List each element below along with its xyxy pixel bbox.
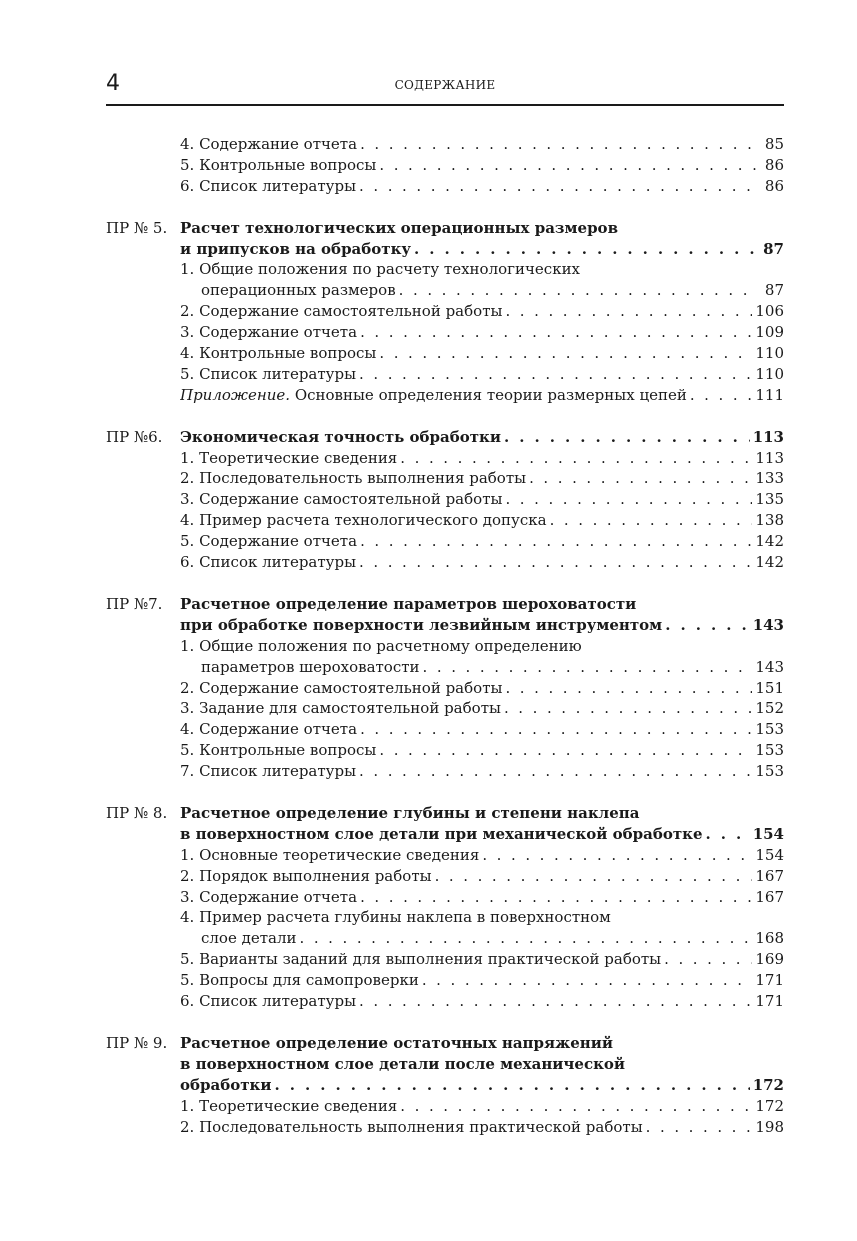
section-label: ПР №7. (106, 594, 163, 613)
toc-entry[interactable] (106, 949, 784, 970)
toc-entry-page: 153 (755, 720, 784, 739)
toc-entry-page: 153 (755, 741, 784, 760)
section-title: в поверхностном слое детали при механической обработке (180, 824, 703, 843)
page-number: 4 (106, 71, 120, 96)
toc-entry-page: 142 (755, 553, 784, 572)
toc-entry[interactable] (106, 887, 784, 908)
toc-entry-title: 3. Содержание отчета (180, 887, 358, 906)
appendix-label: Приложение. (180, 385, 291, 404)
leader-dots (414, 239, 757, 260)
toc-entry-page: 167 (755, 887, 784, 906)
section-page: 143 (752, 615, 784, 634)
toc-entry[interactable] (106, 280, 784, 301)
toc-entry-title: 4. Контрольные вопросы (180, 344, 377, 363)
leader-dots (505, 489, 752, 510)
toc-entry-page: 152 (755, 699, 784, 718)
toc-entry-appendix[interactable] (106, 385, 784, 406)
toc-entry-page: 138 (755, 511, 784, 530)
toc-section-heading[interactable] (106, 824, 784, 845)
leader-dots (360, 322, 752, 343)
toc-entry-title: 5. Вопросы для самопроверки (180, 971, 419, 990)
toc-entry-title: 2. Последовательность выполнения работы (180, 469, 527, 488)
leader-dots (505, 678, 752, 699)
toc-entry-title: 4. Содержание отчета (180, 135, 358, 153)
leader-dots (505, 301, 752, 322)
toc-entry-page: 110 (755, 364, 784, 383)
toc-section-heading[interactable] (106, 1054, 784, 1075)
toc-section-8 (106, 803, 784, 1012)
leader-dots (359, 552, 752, 573)
toc-entry[interactable] (106, 322, 784, 343)
leader-dots (360, 887, 752, 908)
toc-section-heading[interactable] (106, 218, 784, 239)
toc-entry-page: 106 (755, 302, 784, 321)
toc-entry-title: 5. Список литературы (180, 364, 357, 383)
section-title: и припусков на обработку (180, 239, 412, 258)
leader-dots (400, 1096, 752, 1117)
leader-dots (359, 364, 752, 385)
toc-section-heading[interactable] (106, 427, 784, 448)
toc-entry[interactable] (106, 448, 784, 469)
leader-dots (399, 280, 757, 301)
toc-entry-title: 6. Список литературы (180, 992, 357, 1011)
toc-entry[interactable] (106, 740, 784, 761)
toc-entry-page: 198 (755, 1117, 784, 1136)
leader-dots (300, 928, 753, 949)
section-title: Расчетное определение глубины и степени наклепа (180, 803, 640, 822)
leader-dots (504, 698, 752, 719)
toc-entry-title: 5. Варианты заданий для выполнения практической работы (180, 950, 662, 969)
toc-entry-page: 113 (755, 448, 784, 467)
toc-entry[interactable] (106, 1096, 784, 1117)
toc-entry-title: 1. Теоретические сведения (180, 1096, 398, 1115)
table-of-contents (106, 134, 784, 1158)
toc-section-heading[interactable] (106, 1075, 784, 1096)
toc-entry-page: 142 (755, 532, 784, 551)
toc-entry[interactable] (106, 970, 784, 991)
toc-section-heading[interactable] (106, 239, 784, 260)
toc-entry-page: 110 (755, 344, 784, 363)
toc-section-heading[interactable] (106, 594, 784, 615)
toc-entry-page: 169 (755, 950, 784, 969)
leader-dots (665, 615, 749, 636)
toc-entry-page: 171 (755, 971, 784, 990)
toc-entry[interactable] (106, 176, 784, 197)
toc-entry-page: 151 (755, 678, 784, 697)
toc-entry-title: 1. Основные теоретические сведения (180, 845, 480, 864)
leader-dots (379, 740, 752, 761)
toc-entry[interactable] (106, 698, 784, 719)
section-title: при обработке поверхности лезвийным инструментом (180, 615, 663, 634)
leader-dots (422, 970, 753, 991)
toc-entry-page: 133 (755, 469, 784, 488)
page-header (106, 66, 784, 106)
toc-entry[interactable] (106, 657, 784, 678)
toc-entry-title: операционных размеров (201, 281, 396, 300)
section-page: 87 (763, 239, 784, 258)
toc-entry-title: 2. Последовательность выполнения практической работы (180, 1117, 643, 1136)
leader-dots (359, 761, 752, 782)
leader-dots (359, 176, 757, 197)
leader-dots (359, 991, 752, 1012)
toc-entry[interactable] (106, 1117, 784, 1138)
toc-entry[interactable] (106, 907, 784, 928)
leader-dots (529, 468, 752, 489)
section-title: в поверхностном слое детали после механической (180, 1054, 626, 1073)
toc-entry-title: 2. Порядок выполнения работы (180, 866, 432, 885)
toc-entry[interactable] (106, 343, 784, 364)
toc-entry-title: 3. Содержание отчета (180, 323, 358, 342)
toc-entry-title: Основные определения теории размерных цепей (294, 385, 687, 404)
toc-entry-page: 153 (755, 762, 784, 781)
toc-section-5 (106, 218, 784, 406)
leader-dots (423, 657, 753, 678)
section-title: Экономическая точность обработки (180, 427, 501, 446)
toc-entry-title: 5. Содержание отчета (180, 532, 358, 551)
section-title: Расчетное определение остаточных напряжений (180, 1033, 614, 1052)
toc-entry-page: 85 (764, 135, 784, 153)
leader-dots (400, 448, 752, 469)
toc-section-7 (106, 594, 784, 782)
section-title: обработки (180, 1075, 272, 1094)
toc-entry-title: слое детали (201, 929, 297, 948)
toc-entry-title: 5. Контрольные вопросы (180, 155, 377, 174)
leader-dots (274, 1075, 749, 1096)
toc-entry-title: параметров шероховатости (201, 657, 420, 676)
section-page: 172 (752, 1075, 784, 1094)
toc-entry-title: 6. Список литературы (180, 176, 357, 195)
section-label: ПР №6. (106, 427, 163, 446)
toc-section-heading[interactable] (106, 1033, 784, 1054)
toc-entry-title: 4. Пример расчета технологического допуска (180, 511, 547, 530)
toc-entry-title: 4. Пример расчета глубины наклепа в поверхностном (180, 908, 611, 927)
leader-dots (360, 719, 752, 740)
toc-entry-title: 1. Общие положения по расчету технологических (180, 260, 581, 279)
section-label: ПР № 5. (106, 218, 168, 237)
toc-entry[interactable] (106, 134, 784, 155)
toc-entry-title: 3. Содержание самостоятельной работы (180, 490, 503, 509)
toc-entry-page: 86 (764, 176, 784, 195)
toc-entry-page: 168 (755, 929, 784, 948)
leader-dots (664, 949, 752, 970)
toc-section-heading[interactable] (106, 803, 784, 824)
leader-dots (360, 531, 752, 552)
toc-entry-page: 135 (755, 490, 784, 509)
toc-entry[interactable] (106, 719, 784, 740)
leader-dots (646, 1117, 753, 1138)
toc-entry[interactable] (106, 489, 784, 510)
toc-entry-page: 86 (764, 155, 784, 174)
toc-entry-title: 1. Теоретические сведения (180, 448, 398, 467)
leader-dots (379, 343, 752, 364)
section-page: 113 (752, 427, 784, 446)
toc-entry[interactable] (106, 259, 784, 280)
toc-entry[interactable] (106, 552, 784, 573)
toc-entry[interactable] (106, 678, 784, 699)
toc-entry-page: 111 (755, 385, 784, 404)
leader-dots (435, 866, 753, 887)
toc-entry-title: 4. Содержание отчета (180, 720, 358, 739)
leader-dots (690, 385, 753, 406)
toc-entry[interactable] (106, 866, 784, 887)
toc-entry-page: 167 (755, 866, 784, 885)
leader-dots (360, 134, 757, 155)
toc-entry-title: 6. Список литературы (180, 553, 357, 572)
toc-section-4-continued (106, 134, 784, 197)
toc-entry[interactable] (106, 301, 784, 322)
toc-entry-page: 143 (755, 657, 784, 676)
leader-dots (550, 510, 753, 531)
toc-section-9 (106, 1033, 784, 1138)
toc-entry[interactable] (106, 636, 784, 657)
toc-entry-page: 171 (755, 992, 784, 1011)
toc-entry[interactable] (106, 364, 784, 385)
section-label: ПР № 8. (106, 803, 168, 822)
toc-entry-title: 1. Общие положения по расчетному определению (180, 636, 582, 655)
toc-entry[interactable] (106, 510, 784, 531)
toc-entry[interactable] (106, 991, 784, 1012)
section-page: 154 (752, 824, 784, 843)
leader-dots (379, 155, 757, 176)
toc-entry-title: 2. Содержание самостоятельной работы (180, 678, 503, 697)
toc-entry-page: 172 (755, 1096, 784, 1115)
toc-entry[interactable] (106, 761, 784, 782)
toc-entry[interactable] (106, 531, 784, 552)
toc-entry-title: 5. Контрольные вопросы (180, 741, 377, 760)
section-label: ПР № 9. (106, 1033, 168, 1052)
toc-section-6 (106, 427, 784, 573)
toc-entry-page: 154 (755, 845, 784, 864)
leader-dots (482, 845, 752, 866)
leader-dots (706, 824, 750, 845)
toc-section-heading[interactable] (106, 615, 784, 636)
toc-entry[interactable] (106, 155, 784, 176)
toc-entry[interactable] (106, 928, 784, 949)
running-title: СОДЕРЖАНИЕ (394, 78, 496, 92)
section-title: Расчетное определение параметров шероховатости (180, 594, 637, 613)
section-title: Расчет технологических операционных размеров (180, 218, 618, 237)
toc-entry-page: 109 (755, 323, 784, 342)
toc-entry[interactable] (106, 468, 784, 489)
toc-entry-title: 3. Задание для самостоятельной работы (180, 699, 501, 718)
toc-entry-title: 7. Список литературы (180, 762, 357, 781)
toc-entry-title: 2. Содержание самостоятельной работы (180, 302, 503, 321)
toc-entry-page: 87 (764, 281, 784, 300)
leader-dots (504, 427, 750, 448)
toc-entry[interactable] (106, 845, 784, 866)
